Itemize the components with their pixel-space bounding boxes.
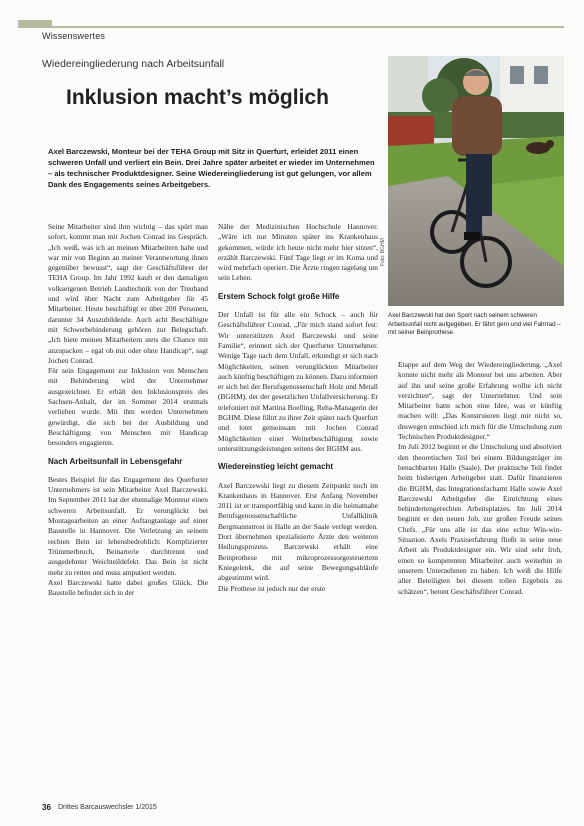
paragraph: Der Unfall ist für alle ein Schock – auch für Geschäftsführer Conrad. „Für mich stand sofort fest: Wir unterstützen Axel Barczewski und seine Familie“, erinnert sich der Querfurter Unternehmer. Wenige Tage nach dem Unfall, erkundigt er sich nach Möglichkeiten, seinen verunglückten Mitarbeiter auch künftig beschäftigen zu können. Dazu informiert er sich bei der Berufsgenossenschaft Holz und Metall (BGHM), der der gesetzlichen Unfallversicherung. Er telefoniert mit Martina Boelling, Reha-Managerin der BGHM. Diese führt zu ihrer Zeit später nach Querfurt und lotet gemeinsam mit Jochen Conrad Möglichkeiten einer Weiterbeschäftigung sowie unterstützungsleistungen seitens der BGHM aus. (218, 310, 378, 453)
subheading: Wiedereinstieg leicht gemacht (218, 462, 334, 472)
paragraph: Nähe der Medizinischen Hochschule Hannover. „Wäre ich nur Minuten später ins Krankenhaus gekommen, würde ich heute nicht mehr hier sitzen“, erzählt Barczewski. Fünf Tage liegt er im Koma und wird mehrfach operiert. Die Ärzte ringen tagelang um sein Leben. (218, 222, 378, 283)
article-column-1 (48, 222, 208, 598)
photo-caption: Axel Barczewski hat den Sport nach seinem schweren Arbeitsunfall nicht aufgegeben. Er fährt gern und viel Fahrrad – mit seiner Beinprothese. (388, 312, 561, 337)
page-number: 36 (42, 803, 51, 812)
article-title: Inklusion macht’s möglich (66, 86, 329, 109)
paragraph: Seine Mitarbeiter sind ihm wichtig – das spürt man sofort, kommt man mit Jochen Conrad ins Gespräch. „Ich weiß, was ich an meinen Mitarbeitern habe und war mir von Beginn an meiner Verantwortung ihnen gegenüber bewusst“, sagt der Geschäftsführer der TEHA Group. Im Jahr 1992 kauft er den damaligen volkseigenen Betrieb Landtechnik von der Treuhand und wird über Nacht zum Arbeitgeber für 45 Mitarbeiter. Heute beschäftigt er über 200 Personen, darunter 34 Auszubildende. Auch acht Beschäftigte mit Schwerbehinderung gehören zur Belegschaft. „Ich biete meinen Mitarbeitern stets die Chance mit anzupacken – egal ob mit oder ohne Handicap“, sagt Jochen Conrad. (48, 222, 208, 365)
section-rule (18, 26, 564, 28)
paragraph: Axel Barczewski liegt zu diesem Zeitpunkt noch im Krankenhaus in Hannover. Erst Anfang November 2011 ist er transportfähig und kann in die heimatnahe Berufsgenossenschaftliche Unfallklinik Bergmannstrost in Halle an der Saale verlegt werden. Dort übernehmen spezialisierte Ärzte den weiteren Heilungsprozess. Barczewski erhält eine Beinprothese mit mikroprozessorgesteuertem Kniegelenk, die auf seine Bewegungsabläufe abgestimmt wird. (218, 480, 378, 583)
paragraph: Bestes Beispiel für das Engagement des Querfurter Unternehmers ist sein Mitarbeiter Axel Barczewski. Im September 2011 hat der ehemalige Monteur einen schweren Arbeitsunfall. Er verunglückt bei Montagearbeiten an einer Auftaugtanlage auf einer Baustelle in Hannover. Die Verletzung an seinem rechten Bein ist lebensbedrohlich: Komplizierter Trümmerbruch, Beinarterie durchtrennt und ausgedehnter Weichteildefekt. Das Bein ist nicht mehr zu retten und muss amputiert werden. (48, 474, 208, 577)
article-kicker: Wiedereingliederung nach Arbeitsunfall (42, 58, 225, 70)
publication-line: Drittes Barcauswechsler 1/2015 (58, 804, 157, 811)
article-column-3 (398, 360, 562, 597)
subheading: Erstem Schock folgt große Hilfe (218, 291, 340, 301)
paragraph: Für sein Engagement zur Inklusion von Menschen mit Behinderung wird der Unternehmer ausgezeichnet. Er erhält den Inklusionspreis des Sachsen-Anhalt, der im Sommer 2014 erstmals verliehen wurde. Mit ihm werden Unternehmen gewürdigt, die sich bei der Ausbildung und Beschäftigung von Menschen mit Handicap besonders engagieren. (48, 366, 208, 448)
subheading: Nach Arbeitsunfall in Lebensgefahr (48, 456, 183, 466)
paragraph: Im Juli 2012 beginnt er die Umschulung und absolviert den theoretischen Teil bei einem Bildungsträger im benachbarten Halle (Saale). Der praktische Teil findet beim bisherigen Arbeitgeber statt. Dafür finanzieren die BGHM, das Integrationsfachamt Halle sowie Axel Barczewski Arbeitgeber die Einrichtung eines behindertengerechten Arbeitsplatzes. Im Juli 2014 beginnt er den neuen Job, zur großen Freude seines Chefs. „Für uns alle ist das eine echte Win-win-Situation. Axels Praxiserfahrung fließt in seine neue Arbeit als Produktdesigner ein. Wir sind sehr froh, einen so kompetenten Mitarbeiter auch weiterhin in unserem Unternehmen zu haben. Ich weiß die Hilfe aller Beteiligten bei diesem tollen Ergebnis zu schätzen“, betont Geschäftsführer Conrad. (398, 442, 562, 596)
article-lead: Axel Barczewski, Monteur bei der TEHA Group mit Sitz in Querfurt, erleidet 2011 einen schweren Unfall und verliert ein Bein. Drei Jahre später arbeitet er wieder im Unternehmen – als technischer Produktdesigner. Seine Wiedereingliederung ist gut gelungen, vor allem Dank des Engagements seines Arbeitgebers. (48, 147, 375, 189)
article-photo (388, 56, 564, 306)
article-column-2 (218, 222, 378, 594)
paragraph: Axel Barczewski hatte dabei großes Glück. Die Baustelle befindet sich in der (48, 577, 208, 598)
photo-credit: Foto: BGHM (380, 238, 386, 266)
paragraph: Etappe auf dem Weg der Wiedereingliederung. „Axel konnte nicht mehr als Monteur bei uns arbeiten. Aber auf ihn und seine große Erfahrung wollte ich nicht verzichten“, sagt der Unternehmer. Und sein Mitarbeiter hatte schon eine Idee, was er künftig machen will: „Das Konstruieren liegt mir nicht so, deswegen entschied ich mich für die Umschulung zum Technischen Produktdesigner.“ (398, 360, 562, 442)
section-label: Wissenswertes (42, 31, 106, 41)
paragraph: Die Prothese ist jedoch nur der erste (218, 583, 326, 593)
